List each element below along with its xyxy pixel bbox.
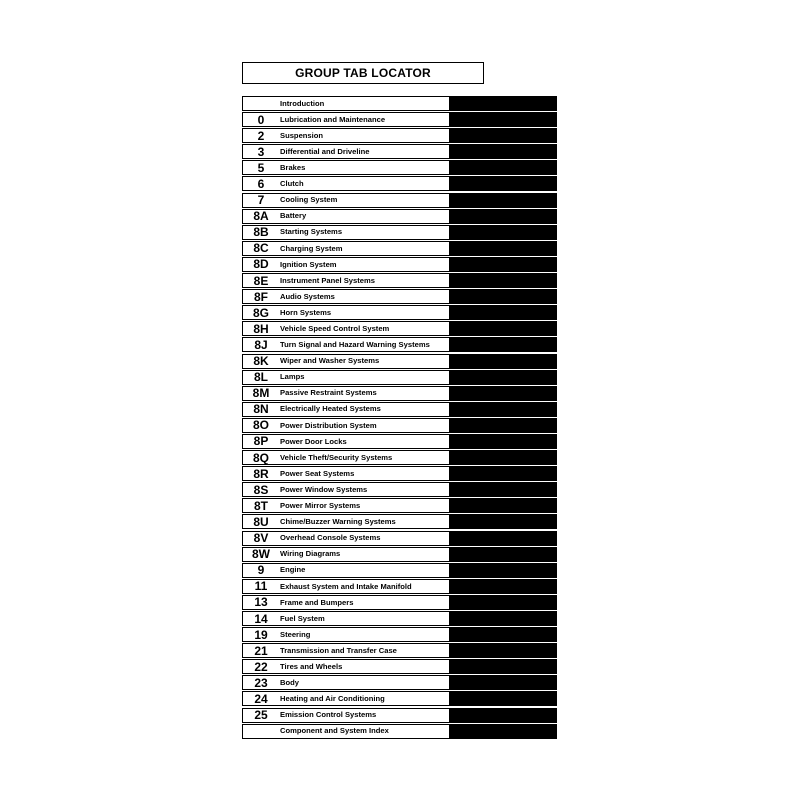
- tab-number: 23: [254, 675, 268, 690]
- tab-number: 8P: [253, 434, 269, 449]
- tab-number: 8H: [253, 321, 269, 336]
- tab-row-inner: [242, 514, 557, 529]
- tab-label: Steering: [280, 629, 311, 639]
- tab-label-box: [242, 354, 450, 369]
- tab-label: Instrument Panel Systems: [280, 275, 375, 285]
- tab-label-box: [242, 659, 450, 674]
- tab-number: 8U: [253, 514, 269, 529]
- tab-row[interactable]: [242, 675, 557, 691]
- tab-row-inner: [242, 144, 557, 159]
- tab-label: Horn Systems: [280, 307, 332, 317]
- tab-row[interactable]: [242, 402, 557, 418]
- tab-marker-bar: [450, 241, 557, 256]
- tab-label-box: [242, 257, 450, 272]
- tab-label-box: [242, 531, 450, 546]
- tab-label-box: [242, 160, 450, 175]
- tab-label: Frame and Bumpers: [280, 597, 354, 607]
- tab-marker-bar: [450, 724, 557, 739]
- tab-label: Emission Control Systems: [280, 710, 377, 720]
- tab-row[interactable]: [242, 112, 557, 128]
- tab-label-box: [242, 289, 450, 304]
- tab-row-inner: [242, 112, 557, 127]
- tab-marker-bar: [450, 466, 557, 481]
- tab-number: 8R: [253, 466, 269, 481]
- tab-label: Cooling System: [280, 195, 338, 205]
- tab-row[interactable]: [242, 466, 557, 482]
- tab-marker-bar: [450, 321, 557, 336]
- tab-label: Passive Restraint Systems: [280, 388, 377, 398]
- tab-label-box: [242, 305, 450, 320]
- tab-row[interactable]: [242, 643, 557, 659]
- tab-number: 8A: [253, 209, 269, 224]
- tab-marker-bar: [450, 354, 557, 369]
- tab-row-inner: [242, 627, 557, 642]
- tab-row[interactable]: [242, 434, 557, 450]
- tab-label-box: [242, 321, 450, 336]
- tab-row-inner: [242, 659, 557, 674]
- tab-label-box: [242, 225, 450, 240]
- page-title: GROUP TAB LOCATOR: [242, 62, 484, 84]
- tab-label-box: [242, 466, 450, 481]
- tab-number: 3: [257, 144, 265, 159]
- tab-row-inner: [242, 193, 557, 208]
- tab-row[interactable]: [242, 144, 557, 160]
- tab-row-inner: [242, 354, 557, 369]
- tab-number: 8Q: [252, 450, 269, 465]
- tab-row-inner: [242, 691, 557, 706]
- tab-row[interactable]: [242, 193, 557, 209]
- tab-label-box: [242, 675, 450, 690]
- tab-row[interactable]: [242, 418, 557, 434]
- tab-row[interactable]: [242, 160, 557, 176]
- tab-label: Introduction: [280, 98, 325, 108]
- tab-row-inner: [242, 337, 557, 352]
- tab-row-inner: [242, 547, 557, 562]
- tab-marker-bar: [450, 209, 557, 224]
- tab-label-box: [242, 209, 450, 224]
- tab-row-inner: [242, 675, 557, 690]
- tab-number: 6: [257, 176, 265, 191]
- tab-label-box: [242, 643, 450, 658]
- tab-label-box: [242, 128, 450, 143]
- tab-row-inner: [242, 531, 557, 546]
- tab-label: Charging System: [280, 243, 343, 253]
- tab-row-inner: [242, 225, 557, 240]
- tab-number: 25: [254, 708, 268, 723]
- tab-label: Vehicle Theft/Security Systems: [280, 452, 393, 462]
- tab-label: Starting Systems: [280, 227, 343, 237]
- tab-row-inner: [242, 96, 557, 111]
- tab-row[interactable]: [242, 498, 557, 514]
- tab-row-inner: [242, 643, 557, 658]
- tab-row[interactable]: [242, 273, 557, 289]
- tab-label-box: [242, 144, 450, 159]
- tab-marker-bar: [450, 160, 557, 175]
- tab-number: 22: [254, 659, 268, 674]
- tab-row-inner: [242, 482, 557, 497]
- tab-label: Power Distribution System: [280, 420, 377, 430]
- tab-label-box: [242, 595, 450, 610]
- tab-number: 21: [254, 643, 268, 658]
- tab-row-inner: [242, 450, 557, 465]
- tab-label-box: [242, 579, 450, 594]
- tab-number: 8C: [253, 241, 269, 256]
- tab-label: Differential and Driveline: [280, 146, 370, 156]
- tab-row[interactable]: [242, 241, 557, 257]
- tab-label: Audio Systems: [280, 291, 335, 301]
- tab-marker-bar: [450, 450, 557, 465]
- tab-marker-bar: [450, 193, 557, 208]
- tab-row[interactable]: [242, 611, 557, 627]
- tab-marker-bar: [450, 305, 557, 320]
- tab-row[interactable]: [242, 305, 557, 321]
- tab-label: Electrically Heated Systems: [280, 404, 381, 414]
- tab-marker-bar: [450, 225, 557, 240]
- tab-marker-bar: [450, 386, 557, 401]
- tab-label-box: [242, 724, 450, 739]
- tab-row-inner: [242, 434, 557, 449]
- tab-label: Transmission and Transfer Case: [280, 645, 397, 655]
- tab-label: Power Seat Systems: [280, 468, 355, 478]
- tab-row-inner: [242, 418, 557, 433]
- tab-row-inner: [242, 128, 557, 143]
- tab-marker-bar: [450, 112, 557, 127]
- tab-marker-bar: [450, 289, 557, 304]
- tab-label: Lamps: [280, 372, 305, 382]
- tab-label: Heating and Air Conditioning: [280, 694, 385, 704]
- tab-number: 13: [254, 595, 268, 610]
- tab-row-inner: [242, 466, 557, 481]
- tab-row-inner: [242, 402, 557, 417]
- tab-label-box: [242, 514, 450, 529]
- tab-marker-bar: [450, 563, 557, 578]
- tab-row-inner: [242, 563, 557, 578]
- tab-number: 8S: [253, 482, 269, 497]
- tab-marker-bar: [450, 128, 557, 143]
- tab-label-box: [242, 176, 450, 191]
- tab-marker-bar: [450, 273, 557, 288]
- tab-marker-bar: [450, 547, 557, 562]
- tab-label-box: [242, 708, 450, 723]
- tab-marker-bar: [450, 595, 557, 610]
- tab-number: 24: [254, 691, 268, 706]
- tab-label-box: [242, 611, 450, 626]
- tab-number: 8N: [253, 402, 269, 417]
- tab-label: Battery: [280, 211, 307, 221]
- tab-label-box: [242, 498, 450, 513]
- tab-row[interactable]: [242, 595, 557, 611]
- tab-row-inner: [242, 321, 557, 336]
- tab-number: 8D: [253, 257, 269, 272]
- tab-row-inner: [242, 160, 557, 175]
- tab-number: 8G: [252, 305, 269, 320]
- tab-number: 0: [257, 112, 265, 127]
- tab-row[interactable]: [242, 128, 557, 144]
- tab-row[interactable]: [242, 450, 557, 466]
- tab-label: Power Mirror Systems: [280, 501, 361, 511]
- tab-label-box: [242, 691, 450, 706]
- tab-label: Turn Signal and Hazard Warning Systems: [280, 340, 430, 350]
- tab-row[interactable]: [242, 579, 557, 595]
- tab-row-inner: [242, 595, 557, 610]
- tab-label: Suspension: [280, 130, 324, 140]
- tab-row-inner: [242, 386, 557, 401]
- tab-row-inner: [242, 370, 557, 385]
- tab-label-box: [242, 112, 450, 127]
- tab-number: 2: [257, 128, 265, 143]
- tab-row-inner: [242, 579, 557, 594]
- tab-label-box: [242, 563, 450, 578]
- tab-row[interactable]: [242, 337, 557, 353]
- tab-marker-bar: [450, 627, 557, 642]
- tab-marker-bar: [450, 514, 557, 529]
- tab-marker-bar: [450, 418, 557, 433]
- tab-label: Wiring Diagrams: [280, 549, 341, 559]
- tab-row[interactable]: [242, 370, 557, 386]
- tab-marker-bar: [450, 434, 557, 449]
- tab-label: Power Door Locks: [280, 436, 347, 446]
- tab-label: Clutch: [280, 179, 304, 189]
- tab-row[interactable]: [242, 257, 557, 273]
- tab-row[interactable]: [242, 659, 557, 675]
- tab-label-box: [242, 386, 450, 401]
- tab-label: Chime/Buzzer Warning Systems: [280, 517, 396, 527]
- tab-label: Power Window Systems: [280, 484, 368, 494]
- tab-marker-bar: [450, 96, 557, 111]
- tab-label: Tires and Wheels: [280, 661, 343, 671]
- tab-label-box: [242, 418, 450, 433]
- tab-marker-bar: [450, 257, 557, 272]
- tab-row[interactable]: [242, 724, 557, 740]
- tab-number: 11: [254, 579, 268, 594]
- tab-row[interactable]: [242, 289, 557, 305]
- tab-row-inner: [242, 176, 557, 191]
- tab-row-inner: [242, 305, 557, 320]
- tab-row-inner: [242, 724, 557, 739]
- tab-label-box: [242, 337, 450, 352]
- tab-row-inner: [242, 289, 557, 304]
- tab-number: 19: [254, 627, 268, 642]
- tab-list: [242, 96, 557, 740]
- tab-label: Vehicle Speed Control System: [280, 324, 390, 334]
- tab-number: 8L: [253, 370, 268, 385]
- tab-number: 14: [254, 611, 268, 626]
- tab-row-inner: [242, 257, 557, 272]
- tab-label-box: [242, 402, 450, 417]
- tab-row[interactable]: [242, 514, 557, 530]
- tab-row[interactable]: [242, 225, 557, 241]
- tab-row[interactable]: [242, 96, 557, 112]
- tab-marker-bar: [450, 482, 557, 497]
- tab-label-box: [242, 96, 450, 111]
- tab-marker-bar: [450, 691, 557, 706]
- tab-row[interactable]: [242, 708, 557, 724]
- tab-number: 8O: [252, 418, 269, 433]
- tab-row[interactable]: [242, 321, 557, 337]
- tab-label: Fuel System: [280, 613, 325, 623]
- tab-number: 8F: [253, 289, 268, 304]
- tab-label: Lubrication and Maintenance: [280, 114, 386, 124]
- tab-label-box: [242, 482, 450, 497]
- tab-label: Body: [280, 678, 299, 688]
- tab-row[interactable]: [242, 386, 557, 402]
- tab-row-inner: [242, 498, 557, 513]
- tab-row[interactable]: [242, 627, 557, 643]
- tab-number: 8E: [253, 273, 269, 288]
- tab-row-inner: [242, 209, 557, 224]
- tab-label-box: [242, 370, 450, 385]
- tab-number: 7: [257, 193, 265, 208]
- tab-marker-bar: [450, 643, 557, 658]
- tab-row-inner: [242, 241, 557, 256]
- tab-label: Component and System Index: [280, 726, 389, 736]
- tab-label: Engine: [280, 565, 306, 575]
- tab-number: 8M: [252, 386, 270, 401]
- tab-number: 8J: [254, 337, 268, 352]
- tab-marker-bar: [450, 498, 557, 513]
- tab-row[interactable]: [242, 691, 557, 707]
- tab-number: 8T: [253, 498, 268, 513]
- tab-label: Exhaust System and Intake Manifold: [280, 581, 412, 591]
- tab-marker-bar: [450, 579, 557, 594]
- tab-row[interactable]: [242, 176, 557, 192]
- tab-marker-bar: [450, 402, 557, 417]
- tab-label-box: [242, 193, 450, 208]
- tab-marker-bar: [450, 675, 557, 690]
- tab-label-box: [242, 450, 450, 465]
- tab-marker-bar: [450, 370, 557, 385]
- tab-row[interactable]: [242, 547, 557, 563]
- tab-label: Brakes: [280, 163, 306, 173]
- tab-marker-bar: [450, 337, 557, 352]
- tab-marker-bar: [450, 144, 557, 159]
- tab-number: 8V: [253, 531, 269, 546]
- tab-label-box: [242, 547, 450, 562]
- tab-marker-bar: [450, 708, 557, 723]
- tab-label-box: [242, 434, 450, 449]
- tab-row[interactable]: [242, 482, 557, 498]
- tab-label-box: [242, 273, 450, 288]
- tab-label-box: [242, 241, 450, 256]
- tab-number: 8B: [253, 225, 269, 240]
- tab-marker-bar: [450, 611, 557, 626]
- tab-row[interactable]: [242, 209, 557, 225]
- tab-row[interactable]: [242, 354, 557, 370]
- tab-row-inner: [242, 611, 557, 626]
- tab-number: 8W: [252, 547, 270, 562]
- tab-label: Ignition System: [280, 259, 337, 269]
- tab-label-box: [242, 627, 450, 642]
- tab-number: 8K: [253, 354, 269, 368]
- tab-row[interactable]: [242, 531, 557, 547]
- tab-label: Wiper and Washer Systems: [280, 356, 380, 366]
- tab-row-inner: [242, 708, 557, 723]
- tab-marker-bar: [450, 176, 557, 191]
- tab-label: Overhead Console Systems: [280, 533, 381, 543]
- tab-row[interactable]: [242, 563, 557, 579]
- tab-number: 5: [257, 160, 265, 175]
- tab-number: 9: [257, 563, 265, 578]
- tab-marker-bar: [450, 531, 557, 546]
- tab-marker-bar: [450, 659, 557, 674]
- tab-row-inner: [242, 273, 557, 288]
